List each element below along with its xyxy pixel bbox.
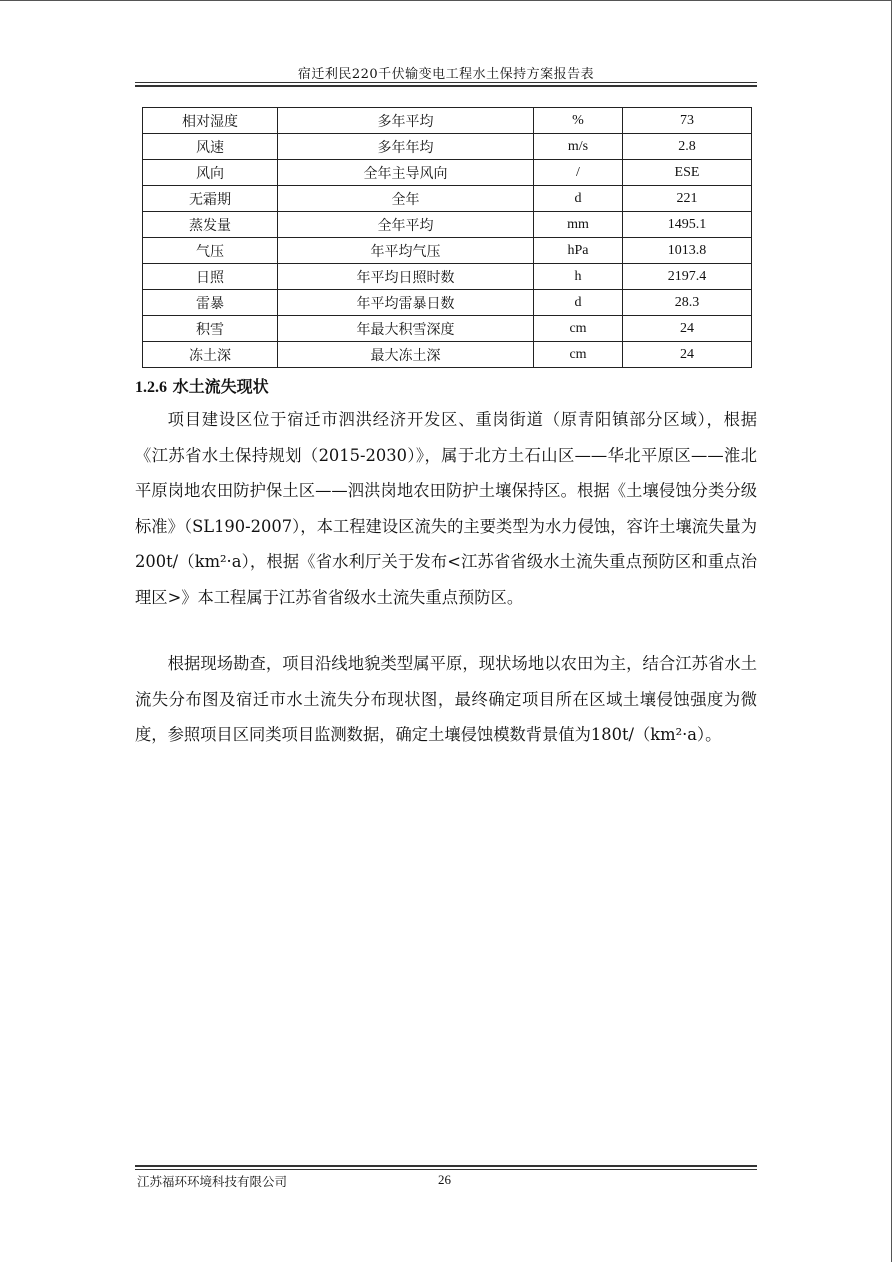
footer-company-name: 江苏福环环境科技有限公司 <box>137 1174 288 1189</box>
table-row <box>143 134 752 160</box>
table-row <box>143 238 752 264</box>
table-cell: / <box>534 160 623 186</box>
table-cell: mm <box>534 212 623 238</box>
table-cell: 多年年均 <box>278 134 534 160</box>
table-cell: 73 <box>623 108 752 134</box>
table-cell: 年最大积雪深度 <box>278 316 534 342</box>
table-row <box>143 264 752 290</box>
table-cell: 全年主导风向 <box>278 160 534 186</box>
section-heading <box>135 374 269 397</box>
table-cell: 无霜期 <box>143 186 278 212</box>
table-cell: hPa <box>534 238 623 264</box>
climate-data-table <box>142 107 752 368</box>
table-cell: 风向 <box>143 160 278 186</box>
page-border-top <box>0 0 892 1</box>
table-cell: 24 <box>623 342 752 368</box>
table-cell: 2197.4 <box>623 264 752 290</box>
table-cell: 年平均气压 <box>278 238 534 264</box>
footer-divider-thick <box>135 1165 757 1167</box>
header-divider <box>135 82 757 83</box>
table-row <box>143 108 752 134</box>
body-paragraph-2: 根据现场勘查，项目沿线地貌类型属平原，现状场地以农田为主，结合江苏省水土流失分布图及宿迁市水土流失分布现状图，最终确定项目所在区域土壤侵蚀强度为微度，参照项目区同类项目监测数据，确定土壤侵蚀模数背景值为180t/（km²·a）。 <box>135 654 757 744</box>
table-cell: 221 <box>623 186 752 212</box>
body-paragraph-1: 项目建设区位于宿迁市泗洪经济开发区、重岗街道（原青阳镇部分区域），根据《江苏省水土保持规划（2015-2030）》，属于北方土石山区——华北平原区——淮北平原岗地农田防护保土区——泗洪岗地农田防护土壤保持区。根据《土壤侵蚀分类分级标准》（SL190-2007），本工程建设区流失的主要类型为水力侵蚀，容许土壤流失量为200t/（km²·a），根据《省水利厅关于发布<江苏省省级水土流失重点预防区和重点治理区>》本工程属于江苏省省级水土流失重点预防区。 <box>135 410 757 607</box>
table-cell: 风速 <box>143 134 278 160</box>
table-row <box>143 342 752 368</box>
table-cell: 28.3 <box>623 290 752 316</box>
section-number: 1.2.6 <box>135 379 167 396</box>
table-row <box>143 160 752 186</box>
table-cell: d <box>534 186 623 212</box>
table-cell: 年平均日照时数 <box>278 264 534 290</box>
table-cell: 雷暴 <box>143 290 278 316</box>
table-cell: 气压 <box>143 238 278 264</box>
table-cell: d <box>534 290 623 316</box>
table-cell: 日照 <box>143 264 278 290</box>
table-cell: 最大冻土深 <box>278 342 534 368</box>
table-cell: 1013.8 <box>623 238 752 264</box>
header-divider-thick <box>135 85 757 87</box>
table-cell: 蒸发量 <box>143 212 278 238</box>
table-cell: 1495.1 <box>623 212 752 238</box>
table-cell: h <box>534 264 623 290</box>
table-row <box>143 212 752 238</box>
page-number: 26 <box>438 1172 451 1187</box>
table-cell: 积雪 <box>143 316 278 342</box>
table-row <box>143 290 752 316</box>
table-cell: 冻土深 <box>143 342 278 368</box>
footer-divider <box>135 1169 757 1170</box>
table-cell: cm <box>534 342 623 368</box>
page-header-title: 宿迁利民220千伏输变电工程水土保持方案报告表 <box>297 67 595 82</box>
table-cell: 多年平均 <box>278 108 534 134</box>
table-cell: 全年 <box>278 186 534 212</box>
table-cell: 24 <box>623 316 752 342</box>
table-row <box>143 186 752 212</box>
table-cell: ESE <box>623 160 752 186</box>
table-cell: 相对湿度 <box>143 108 278 134</box>
table-row <box>143 316 752 342</box>
table-cell: % <box>534 108 623 134</box>
section-title-text: 水土流失现状 <box>172 377 269 396</box>
table-cell: cm <box>534 316 623 342</box>
table-cell: 全年平均 <box>278 212 534 238</box>
table-cell: 年平均雷暴日数 <box>278 290 534 316</box>
table-cell: 2.8 <box>623 134 752 160</box>
table-cell: m/s <box>534 134 623 160</box>
